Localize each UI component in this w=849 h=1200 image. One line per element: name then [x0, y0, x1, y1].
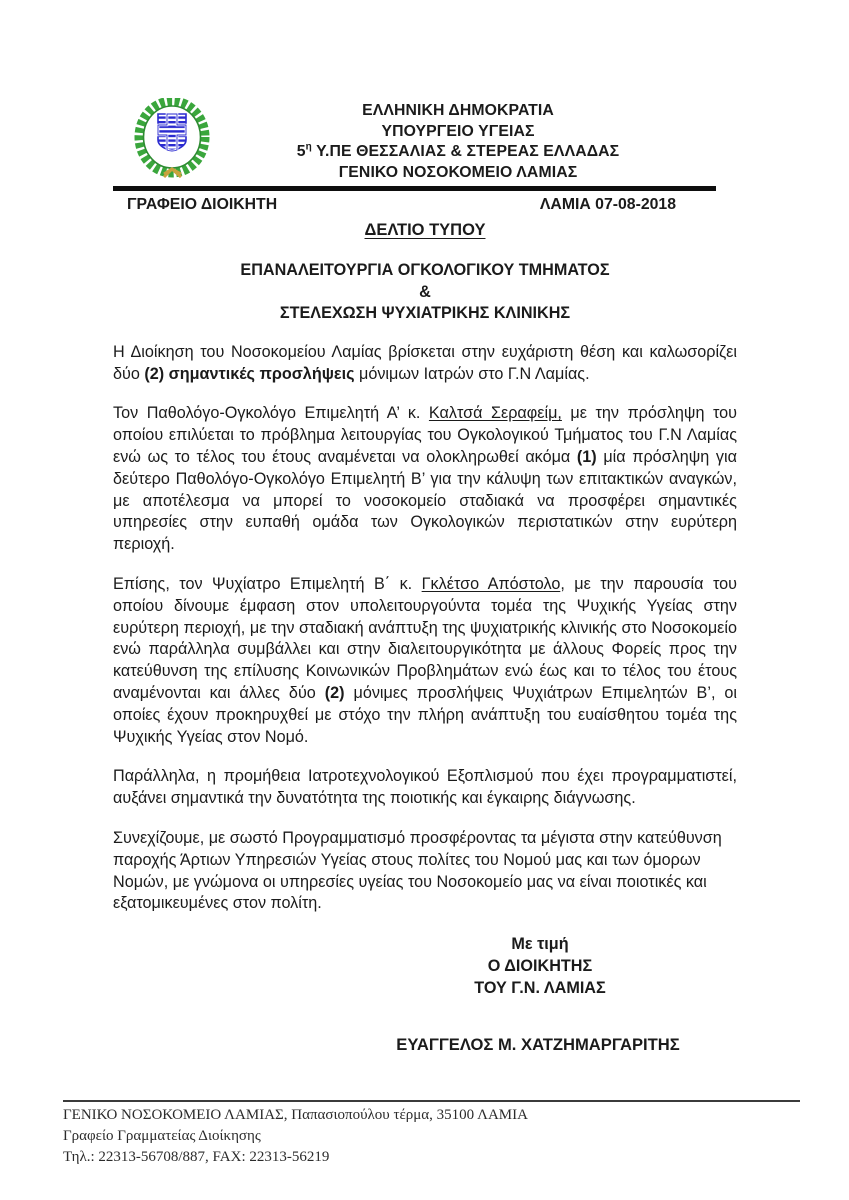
subject-line-psychiatry: ΣΤΕΛΕΧΩΣΗ ΨΥΧΙΑΤΡΙΚΗΣ ΚΛΙΝΙΚΗΣ — [279, 304, 571, 323]
paragraph-conclusion — [113, 828, 737, 915]
text-run: μόνιμων Ιατρών στο Γ.Ν Λαμίας. — [354, 364, 590, 383]
emblem-graphic — [133, 98, 211, 182]
text-run: Παράλληλα, η προμήθεια Ιατροτεχνολογικού Εξοπλισμού που έχει προγραμματιστεί, αυξάνει σημαντικά την δυνατότητα της ποιοτικής και έγκαιρης διάγνωσης. — [113, 767, 737, 808]
text-run: Τον Παθολόγο-Ογκολόγο Επιμελητή Α’ κ. — [113, 404, 429, 423]
text-run-bold: (2) σημαντικές προσλήψεις — [144, 364, 355, 383]
letterhead — [0, 0, 849, 183]
paragraph-intro — [113, 342, 737, 386]
paragraph-psychiatry — [113, 574, 737, 748]
doctor-name-gletsos: Γκλέτσο Απόστολο — [421, 575, 561, 594]
text-run: Η Διοίκηση του Νοσοκομείου Λαμίας βρίσκεται στην ευχάριστη θέση και καλωσορίζει δύο — [113, 342, 737, 383]
text-run: μόνιμες προσλήψεις Ψυχιάτρων Επιμελητών Β’, οι οποίες έχουν προκηρυχθεί με στόχο την πλήρη ανάπτυξη του ευαίσθητου τομέα της Ψυχικής Υγείας στον Νομό. — [113, 684, 737, 746]
text-run: , με την παρουσία του οποίου δίνουμε έμφαση στον υπολειτουργούντα τομέα της Ψυχικής Υγείας στην ευρύτερη περιοχή, με την σταδιακή ανάπτυξη της ψυχιατρικής κλινικής στο Νοσοκομείο ενώ παράλληλα συμβάλλει και στην διαλειτουργικότητα με άλλους Φορείς προς την κατεύθυνση της επίλυσης Κοινωνικών Προβλημάτων ενώ έως και το τέλος του έτους αναμένονται και άλλες δύο — [113, 575, 737, 703]
text-run: Συνεχίζουμε, με σωστό Προγραμματισμό προσφέροντας τα μέγιστα στην κατεύθυνση παροχής Άρτιων Υπηρεσιών Υγείας στους πολίτες του Νομού μας και των όμορων Νομών, με γνώμονα οι υπηρεσίες υγείας του Νοσοκομείο μας να είναι ποιοτικές και εξατομικευμένες στον πολίτη. — [113, 829, 722, 913]
document-title: ΔΕΛΤΙΟ ΤΥΠΟΥ — [364, 221, 486, 240]
signer-name: ΕΥΑΓΓΕΛΟΣ Μ. ΧΑΤΖΗΜΑΡΓΑΡΙΤΗΣ — [396, 1035, 680, 1055]
paragraph-oncology — [113, 403, 737, 556]
letterhead-divider — [113, 186, 716, 191]
date-label: ΛΑΜΙΑ 07-08-2018 — [539, 196, 676, 214]
page-footer — [63, 1100, 800, 1167]
signature-block — [440, 933, 640, 999]
letterhead-ministry: ΥΠΟΥΡΓΕΙΟ ΥΓΕΙΑΣ — [381, 122, 535, 140]
footer-address: ΓΕΝΙΚΟ ΝΟΣΟΚΟΜΕΙΟ ΛΑΜΙΑΣ, Παπασιοπούλου τέρμα, 35100 ΛΑΜΙΑ — [63, 1107, 528, 1123]
press-release-body — [113, 342, 737, 915]
footer-office: Γραφείο Γραμματείας Διοίκησης — [63, 1127, 261, 1144]
signature-closing: Με τιμή — [511, 935, 569, 954]
letterhead-hospital: ΓΕΝΙΚΟ ΝΟΣΟΚΟΜΕΙΟ ΛΑΜΙΑΣ — [338, 163, 578, 181]
subject-ampersand: & — [419, 282, 431, 301]
subject-line-oncology: ΕΠΑΝΑΛΕΙΤΟΥΡΓΙΑ ΟΓΚΟΛΟΓΙΚΟΥ ΤΜΗΜΑΤΟΣ — [240, 261, 610, 280]
letterhead-health-region — [179, 142, 737, 163]
signature-role-2: ΤΟΥ Γ.Ν. ΛΑΜΙΑΣ — [474, 979, 606, 998]
office-label: ΓΡΑΦΕΙΟ ΔΙΟΙΚΗΤΗ — [127, 196, 278, 214]
greek-republic-emblem — [133, 98, 211, 182]
doctor-name-kaltsas: Καλτσά Σεραφείμ, — [428, 404, 562, 423]
office-date-row — [113, 196, 716, 214]
region-number: 5 — [296, 143, 306, 161]
region-name: Υ.ΠΕ ΘΕΣΣΑΛΙΑΣ & ΣΤΕΡΕΑΣ ΕΛΛΑΔΑΣ — [311, 143, 620, 161]
letterhead-republic: ΕΛΛΗΝΙΚΗ ΔΗΜΟΚΡΑΤΙΑ — [362, 102, 554, 119]
text-run-bold: (1) — [576, 448, 597, 467]
region-ordinal-sup: η — [305, 141, 312, 153]
text-run-bold: (2) — [324, 684, 345, 703]
text-run: μία πρόσληψη για δεύτερο Παθολόγο-Ογκολόγο Επιμελητή Β’ για την κάλυψη των επιτακτικών αναγκών, με αποτέλεσμα να μπορεί το νοσοκομείο σταδιακά να προσφέρει σημαντικές υπηρεσίες στην ευπαθή ομάδα των Ογκολογικών περιστατικών στην ευρύτερη περιοχή. — [113, 448, 737, 554]
paragraph-equipment — [113, 766, 737, 810]
text-run: Επίσης, τον Ψυχίατρο Επιμελητή Β΄ κ. — [113, 575, 422, 594]
signature-role-1: Ο ΔΙΟΙΚΗΤΗΣ — [487, 957, 593, 976]
footer-phone-fax: Τηλ.: 22313-56708/887, FAX: 22313-56219 — [63, 1148, 330, 1165]
text-run: με την πρόσληψη του οποίου επιλύεται το πρόβλημα λειτουργίας του Ογκολογικού Τμήματος του Γ.Ν Λαμίας ενώ ως το τέλος του έτους αναμένεται να ολοκληρωθεί ακόμα — [113, 404, 737, 467]
subject-block — [0, 260, 849, 325]
